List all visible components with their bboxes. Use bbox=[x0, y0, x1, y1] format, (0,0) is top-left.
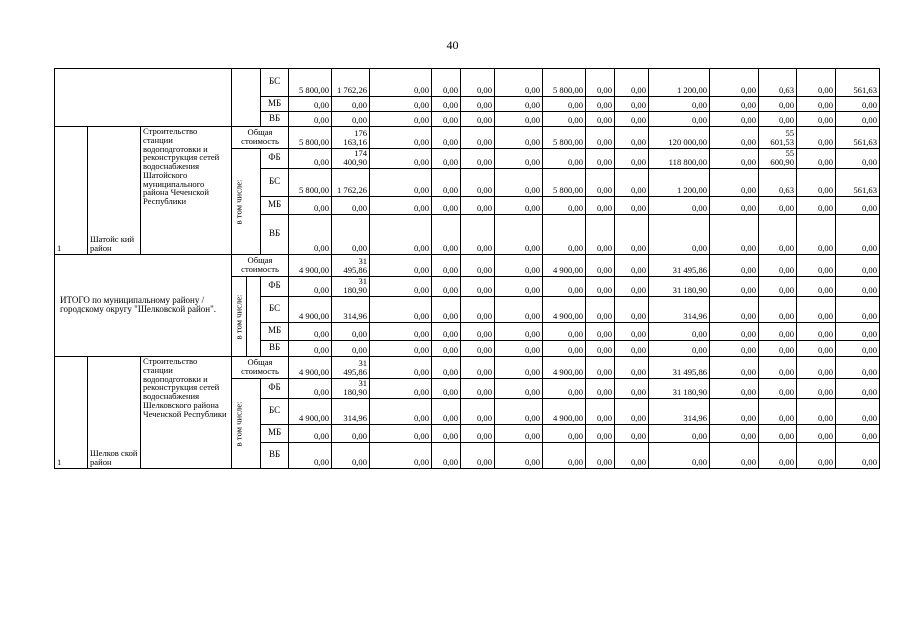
value-cell: 0,00 bbox=[797, 255, 836, 277]
value-cell: 0,00 bbox=[432, 357, 461, 379]
value-cell: 0,00 bbox=[461, 215, 495, 255]
value-cell: 5 800,00 bbox=[543, 69, 586, 97]
value-cell: 0,00 bbox=[332, 341, 370, 357]
value-cell: 0,00 bbox=[370, 379, 432, 399]
value-cell: 0,00 bbox=[432, 255, 461, 277]
source-mb: МБ bbox=[261, 197, 289, 215]
value-cell: 314,96 bbox=[649, 399, 710, 425]
source-vb: ВБ bbox=[261, 112, 289, 127]
source-fb: ФБ bbox=[261, 149, 289, 169]
value-cell: 561,63 bbox=[836, 127, 880, 149]
value-cell: 0,00 bbox=[432, 97, 461, 112]
value-cell: 0,00 bbox=[797, 297, 836, 323]
value-cell: 0,00 bbox=[797, 443, 836, 469]
value-cell: 0,00 bbox=[586, 341, 615, 357]
value-cell: 0,00 bbox=[710, 379, 759, 399]
value-cell: 0,00 bbox=[495, 112, 543, 127]
value-cell: 0,00 bbox=[615, 379, 649, 399]
value-cell: 0,00 bbox=[432, 112, 461, 127]
value-cell: 0,00 bbox=[432, 197, 461, 215]
value-cell: 0,00 bbox=[586, 425, 615, 443]
value-cell: 0,00 bbox=[332, 197, 370, 215]
value-cell: 0,00 bbox=[461, 323, 495, 341]
value-cell: 0,00 bbox=[797, 357, 836, 379]
value-cell: 0,00 bbox=[461, 112, 495, 127]
itogo-label: ИТОГО по муниципальному району / городскому округу "Шелковской район". bbox=[55, 255, 232, 357]
value-cell: 0,00 bbox=[759, 277, 797, 297]
value-cell: 0,00 bbox=[586, 255, 615, 277]
value-cell: 0,00 bbox=[797, 323, 836, 341]
value-cell: 0,00 bbox=[797, 169, 836, 197]
value-cell: 0,00 bbox=[586, 323, 615, 341]
value-cell: 0,00 bbox=[759, 425, 797, 443]
value-cell: 0,00 bbox=[615, 215, 649, 255]
value-cell: 0,00 bbox=[332, 443, 370, 469]
value-cell: 0,00 bbox=[836, 197, 880, 215]
value-cell: 31 180,90 bbox=[332, 379, 370, 399]
value-cell: 0,00 bbox=[710, 323, 759, 341]
value-cell: 0,00 bbox=[615, 425, 649, 443]
budget-table bbox=[54, 68, 880, 469]
value-cell: 31 180,90 bbox=[649, 277, 710, 297]
value-cell: 0,00 bbox=[543, 197, 586, 215]
value-cell: 4 900,00 bbox=[289, 255, 332, 277]
value-cell: 0,00 bbox=[370, 149, 432, 169]
value-cell: 0,00 bbox=[586, 169, 615, 197]
value-cell: 0,00 bbox=[461, 69, 495, 97]
value-cell: 0,00 bbox=[797, 425, 836, 443]
value-cell: 0,00 bbox=[797, 69, 836, 97]
value-cell: 0,00 bbox=[649, 341, 710, 357]
value-cell: 0,00 bbox=[797, 149, 836, 169]
value-cell: 0,00 bbox=[797, 215, 836, 255]
value-cell: 0,00 bbox=[432, 69, 461, 97]
value-cell: 0,00 bbox=[710, 425, 759, 443]
value-cell: 0,00 bbox=[759, 341, 797, 357]
value-cell: 0,00 bbox=[370, 97, 432, 112]
value-cell: 5 800,00 bbox=[289, 127, 332, 149]
value-cell: 0,00 bbox=[543, 97, 586, 112]
value-cell: 0,00 bbox=[649, 197, 710, 215]
value-cell: 0,00 bbox=[836, 379, 880, 399]
value-cell: 0,00 bbox=[586, 127, 615, 149]
value-cell: 0,00 bbox=[797, 112, 836, 127]
value-cell: 0,00 bbox=[649, 215, 710, 255]
value-cell: 0,00 bbox=[615, 443, 649, 469]
total-cost-label: Общая стоимость bbox=[232, 127, 289, 149]
value-cell: 120 000,00 bbox=[649, 127, 710, 149]
value-cell: 0,00 bbox=[370, 69, 432, 97]
value-cell: 4 900,00 bbox=[543, 399, 586, 425]
value-cell: 0,00 bbox=[710, 149, 759, 169]
value-cell: 0,00 bbox=[332, 112, 370, 127]
value-cell: 0,00 bbox=[543, 443, 586, 469]
value-cell: 55 601,53 bbox=[759, 127, 797, 149]
value-cell: 0,00 bbox=[432, 169, 461, 197]
total-cost-label: Общая стоимость bbox=[232, 255, 289, 277]
row-number: 1 bbox=[55, 357, 88, 469]
value-cell: 0,00 bbox=[710, 341, 759, 357]
value-cell: 0,00 bbox=[495, 323, 543, 341]
value-cell: 0,00 bbox=[759, 112, 797, 127]
value-cell: 0,00 bbox=[586, 379, 615, 399]
value-cell: 0,00 bbox=[370, 169, 432, 197]
value-cell: 0,00 bbox=[461, 149, 495, 169]
including-text: в том числе: bbox=[233, 401, 244, 446]
including-label bbox=[232, 149, 247, 255]
source-vb: ВБ bbox=[261, 215, 289, 255]
value-cell: 0,00 bbox=[710, 399, 759, 425]
value-cell: 0,00 bbox=[615, 127, 649, 149]
value-cell: 1 200,00 bbox=[649, 169, 710, 197]
value-cell: 4 900,00 bbox=[289, 399, 332, 425]
value-cell: 0,00 bbox=[759, 255, 797, 277]
value-cell: 0,00 bbox=[836, 399, 880, 425]
value-cell: 0,00 bbox=[586, 69, 615, 97]
value-cell: 0,00 bbox=[495, 169, 543, 197]
value-cell: 0,00 bbox=[370, 425, 432, 443]
value-cell: 0,00 bbox=[759, 357, 797, 379]
value-cell: 0,00 bbox=[332, 97, 370, 112]
value-cell: 31 495,86 bbox=[332, 357, 370, 379]
value-cell: 0,00 bbox=[370, 297, 432, 323]
value-cell: 55 600,90 bbox=[759, 149, 797, 169]
value-cell: 0,00 bbox=[836, 97, 880, 112]
value-cell: 0,00 bbox=[289, 341, 332, 357]
value-cell: 0,00 bbox=[461, 277, 495, 297]
value-cell: 0,00 bbox=[289, 425, 332, 443]
value-cell: 0,00 bbox=[836, 323, 880, 341]
value-cell: 0,00 bbox=[495, 443, 543, 469]
value-cell: 0,00 bbox=[615, 341, 649, 357]
row-number: 1 bbox=[55, 127, 88, 255]
value-cell: 0,00 bbox=[370, 255, 432, 277]
value-cell: 0,00 bbox=[615, 169, 649, 197]
value-cell: 0,00 bbox=[710, 277, 759, 297]
value-cell: 0,00 bbox=[586, 357, 615, 379]
value-cell: 0,00 bbox=[495, 69, 543, 97]
value-cell: 0,00 bbox=[836, 215, 880, 255]
value-cell: 0,00 bbox=[797, 277, 836, 297]
value-cell: 0,00 bbox=[332, 215, 370, 255]
value-cell: 0,00 bbox=[543, 112, 586, 127]
blank-header-cell bbox=[55, 69, 232, 127]
value-cell: 0,00 bbox=[586, 399, 615, 425]
value-cell: 0,00 bbox=[495, 277, 543, 297]
value-cell: 0,00 bbox=[289, 197, 332, 215]
value-cell: 0,00 bbox=[710, 169, 759, 197]
value-cell: 0,00 bbox=[836, 112, 880, 127]
value-cell: 0,00 bbox=[615, 297, 649, 323]
value-cell: 0,00 bbox=[586, 297, 615, 323]
value-cell: 4 900,00 bbox=[543, 357, 586, 379]
value-cell: 0,00 bbox=[432, 443, 461, 469]
value-cell: 0,00 bbox=[759, 297, 797, 323]
value-cell: 1 762,26 bbox=[332, 169, 370, 197]
value-cell: 0,00 bbox=[289, 97, 332, 112]
value-cell: 314,96 bbox=[332, 297, 370, 323]
value-cell: 174 400,90 bbox=[332, 149, 370, 169]
value-cell: 0,00 bbox=[710, 127, 759, 149]
value-cell: 0,63 bbox=[759, 169, 797, 197]
value-cell: 0,00 bbox=[461, 197, 495, 215]
value-cell: 0,00 bbox=[710, 215, 759, 255]
source-fb: ФБ bbox=[261, 379, 289, 399]
value-cell: 0,00 bbox=[586, 149, 615, 169]
value-cell: 0,00 bbox=[461, 425, 495, 443]
value-cell: 0,00 bbox=[649, 443, 710, 469]
value-cell: 0,00 bbox=[461, 97, 495, 112]
value-cell: 0,00 bbox=[836, 277, 880, 297]
value-cell: 4 900,00 bbox=[543, 255, 586, 277]
value-cell: 314,96 bbox=[332, 399, 370, 425]
total-cost-label: Общая стоимость bbox=[232, 357, 289, 379]
value-cell: 0,00 bbox=[543, 425, 586, 443]
value-cell: 0,00 bbox=[461, 255, 495, 277]
value-cell: 0,00 bbox=[649, 425, 710, 443]
value-cell: 0,00 bbox=[649, 112, 710, 127]
value-cell: 0,00 bbox=[370, 399, 432, 425]
spacer-cell bbox=[247, 379, 261, 469]
value-cell: 0,00 bbox=[289, 215, 332, 255]
value-cell: 0,00 bbox=[759, 443, 797, 469]
value-cell: 0,00 bbox=[615, 97, 649, 112]
value-cell: 1 762,26 bbox=[332, 69, 370, 97]
value-cell: 0,00 bbox=[836, 341, 880, 357]
value-cell: 0,00 bbox=[710, 297, 759, 323]
value-cell: 0,00 bbox=[370, 277, 432, 297]
value-cell: 0,00 bbox=[432, 399, 461, 425]
source-mb: МБ bbox=[261, 97, 289, 112]
value-cell: 0,00 bbox=[289, 112, 332, 127]
value-cell: 0,00 bbox=[797, 379, 836, 399]
value-cell: 0,00 bbox=[370, 443, 432, 469]
value-cell: 0,00 bbox=[710, 112, 759, 127]
value-cell: 0,00 bbox=[370, 215, 432, 255]
value-cell: 4 900,00 bbox=[289, 297, 332, 323]
object-name: Строительство станции водоподготовки и реконструкция сетей водоснабжения Шелковского района Чеченской Республики bbox=[141, 357, 232, 469]
value-cell: 0,00 bbox=[543, 323, 586, 341]
value-cell: 561,63 bbox=[836, 169, 880, 197]
value-cell: 0,00 bbox=[759, 97, 797, 112]
page-number: 40 bbox=[446, 38, 459, 52]
value-cell: 0,00 bbox=[543, 149, 586, 169]
source-bs: БС bbox=[261, 399, 289, 425]
value-cell: 0,00 bbox=[495, 399, 543, 425]
value-cell: 0,00 bbox=[461, 443, 495, 469]
value-cell: 0,00 bbox=[836, 149, 880, 169]
value-cell: 0,00 bbox=[289, 323, 332, 341]
value-cell: 0,00 bbox=[615, 323, 649, 341]
value-cell: 0,00 bbox=[649, 323, 710, 341]
value-cell: 0,00 bbox=[586, 112, 615, 127]
value-cell: 31 180,90 bbox=[649, 379, 710, 399]
source-bs: БС bbox=[261, 69, 289, 97]
value-cell: 4 900,00 bbox=[289, 357, 332, 379]
value-cell: 0,00 bbox=[759, 215, 797, 255]
value-cell: 0,00 bbox=[543, 341, 586, 357]
value-cell: 0,00 bbox=[759, 323, 797, 341]
value-cell: 0,00 bbox=[836, 255, 880, 277]
value-cell: 0,00 bbox=[332, 425, 370, 443]
value-cell: 0,63 bbox=[759, 69, 797, 97]
source-bs: БС bbox=[261, 169, 289, 197]
including-label bbox=[232, 379, 247, 469]
value-cell: 0,00 bbox=[797, 127, 836, 149]
value-cell: 0,00 bbox=[495, 97, 543, 112]
value-cell: 31 495,86 bbox=[649, 357, 710, 379]
value-cell: 561,63 bbox=[836, 69, 880, 97]
value-cell: 0,00 bbox=[586, 197, 615, 215]
value-cell: 0,00 bbox=[289, 149, 332, 169]
value-cell: 5 800,00 bbox=[543, 127, 586, 149]
value-cell: 0,00 bbox=[461, 297, 495, 323]
value-cell: 0,00 bbox=[370, 323, 432, 341]
including-text: в том числе: bbox=[233, 179, 244, 224]
value-cell: 0,00 bbox=[710, 69, 759, 97]
value-cell: 0,00 bbox=[586, 215, 615, 255]
value-cell: 314,96 bbox=[649, 297, 710, 323]
value-cell: 0,00 bbox=[649, 97, 710, 112]
value-cell: 0,00 bbox=[836, 357, 880, 379]
value-cell: 0,00 bbox=[586, 277, 615, 297]
value-cell: 0,00 bbox=[797, 399, 836, 425]
value-cell: 0,00 bbox=[710, 255, 759, 277]
value-cell: 0,00 bbox=[586, 97, 615, 112]
value-cell: 0,00 bbox=[615, 197, 649, 215]
value-cell: 0,00 bbox=[332, 323, 370, 341]
value-cell: 0,00 bbox=[432, 277, 461, 297]
source-mb: МБ bbox=[261, 323, 289, 341]
source-fb: ФБ bbox=[261, 277, 289, 297]
value-cell: 0,00 bbox=[289, 379, 332, 399]
value-cell: 0,00 bbox=[586, 443, 615, 469]
value-cell: 0,00 bbox=[461, 357, 495, 379]
value-cell: 0,00 bbox=[543, 277, 586, 297]
value-cell: 0,00 bbox=[495, 255, 543, 277]
value-cell: 5 800,00 bbox=[289, 69, 332, 97]
value-cell: 0,00 bbox=[289, 443, 332, 469]
value-cell: 5 800,00 bbox=[543, 169, 586, 197]
value-cell: 176 163,16 bbox=[332, 127, 370, 149]
spacer-cell bbox=[247, 277, 261, 357]
value-cell: 0,00 bbox=[836, 425, 880, 443]
value-cell: 0,00 bbox=[836, 297, 880, 323]
value-cell: 0,00 bbox=[432, 323, 461, 341]
including-text: в том числе: bbox=[233, 294, 244, 339]
value-cell: 0,00 bbox=[495, 379, 543, 399]
value-cell: 0,00 bbox=[370, 127, 432, 149]
value-cell: 0,00 bbox=[370, 112, 432, 127]
value-cell: 0,00 bbox=[615, 277, 649, 297]
value-cell: 0,00 bbox=[759, 379, 797, 399]
value-cell: 0,00 bbox=[797, 197, 836, 215]
value-cell: 0,00 bbox=[370, 197, 432, 215]
value-cell: 0,00 bbox=[710, 97, 759, 112]
value-cell: 0,00 bbox=[836, 443, 880, 469]
value-cell: 0,00 bbox=[289, 277, 332, 297]
value-cell: 0,00 bbox=[615, 112, 649, 127]
district-name: Шелков ской район bbox=[88, 357, 141, 469]
value-cell: 0,00 bbox=[495, 197, 543, 215]
value-cell: 0,00 bbox=[495, 425, 543, 443]
value-cell: 0,00 bbox=[432, 215, 461, 255]
value-cell: 0,00 bbox=[432, 379, 461, 399]
value-cell: 0,00 bbox=[710, 197, 759, 215]
value-cell: 0,00 bbox=[797, 97, 836, 112]
value-cell: 0,00 bbox=[370, 357, 432, 379]
value-cell: 0,00 bbox=[615, 69, 649, 97]
value-cell: 0,00 bbox=[432, 297, 461, 323]
value-cell: 0,00 bbox=[710, 357, 759, 379]
value-cell: 0,00 bbox=[759, 399, 797, 425]
value-cell: 0,00 bbox=[495, 215, 543, 255]
value-cell: 0,00 bbox=[495, 149, 543, 169]
value-cell: 0,00 bbox=[461, 399, 495, 425]
value-cell: 0,00 bbox=[461, 341, 495, 357]
value-cell: 0,00 bbox=[495, 357, 543, 379]
value-cell: 5 800,00 bbox=[289, 169, 332, 197]
value-cell: 31 180,90 bbox=[332, 277, 370, 297]
value-cell: 0,00 bbox=[432, 425, 461, 443]
value-cell: 0,00 bbox=[495, 297, 543, 323]
source-vb: ВБ bbox=[261, 443, 289, 469]
value-cell: 118 800,00 bbox=[649, 149, 710, 169]
value-cell: 0,00 bbox=[370, 341, 432, 357]
value-cell: 0,00 bbox=[615, 149, 649, 169]
value-cell: 0,00 bbox=[495, 341, 543, 357]
value-cell: 0,00 bbox=[461, 169, 495, 197]
value-cell: 0,00 bbox=[759, 197, 797, 215]
value-cell: 0,00 bbox=[615, 357, 649, 379]
value-cell: 0,00 bbox=[432, 127, 461, 149]
value-cell: 0,00 bbox=[432, 341, 461, 357]
value-cell: 0,00 bbox=[797, 341, 836, 357]
source-mb: МБ bbox=[261, 425, 289, 443]
value-cell: 0,00 bbox=[543, 379, 586, 399]
value-cell: 0,00 bbox=[615, 255, 649, 277]
value-cell: 1 200,00 bbox=[649, 69, 710, 97]
blank-header-cell bbox=[232, 69, 261, 127]
value-cell: 31 495,86 bbox=[332, 255, 370, 277]
value-cell: 0,00 bbox=[543, 215, 586, 255]
value-cell: 0,00 bbox=[495, 127, 543, 149]
object-name: Строительство станции водоподготовки и реконструкция сетей водоснабжения Шатойского муниципального района Чеченской Республики bbox=[141, 127, 232, 255]
value-cell: 0,00 bbox=[710, 443, 759, 469]
district-name: Шатойс кий район bbox=[88, 127, 141, 255]
value-cell: 4 900,00 bbox=[543, 297, 586, 323]
spacer-cell bbox=[247, 149, 261, 255]
including-label bbox=[232, 277, 247, 357]
source-bs: БС bbox=[261, 297, 289, 323]
value-cell: 0,00 bbox=[461, 379, 495, 399]
source-vb: ВБ bbox=[261, 341, 289, 357]
value-cell: 0,00 bbox=[461, 127, 495, 149]
value-cell: 31 495,86 bbox=[649, 255, 710, 277]
value-cell: 0,00 bbox=[432, 149, 461, 169]
value-cell: 0,00 bbox=[615, 399, 649, 425]
